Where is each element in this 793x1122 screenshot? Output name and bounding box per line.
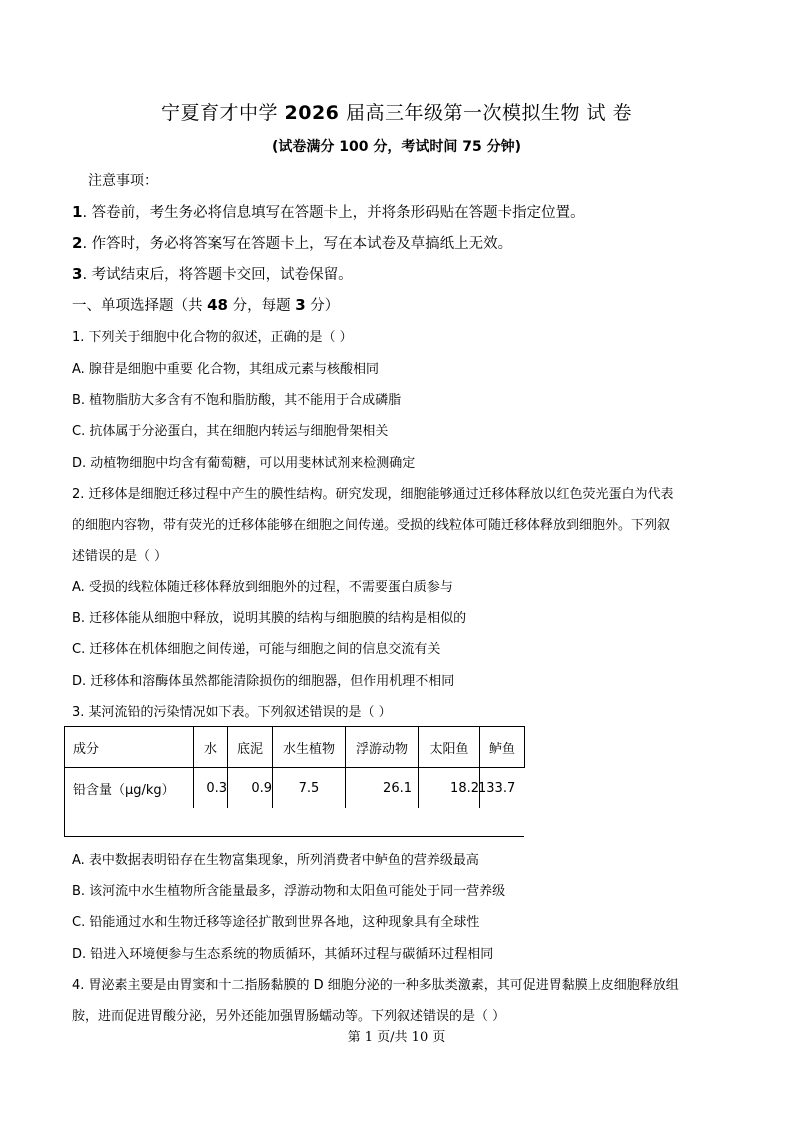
page-number: 第 1 页/共 10 页 — [347, 1030, 446, 1045]
table-header-cell: 太阳鱼 — [419, 727, 480, 768]
q3-stem: 3. 某河流铅的污染情况如下表。下列叙述错误的是（ ） — [72, 705, 392, 720]
q2-option-b: B. 迁移体能从细胞中释放，说明其膜的结构与细胞膜的结构是相似的 — [72, 611, 467, 626]
section-heading: 一、单项选择题（共 48 分，每题 3 分） — [72, 296, 340, 314]
table-border — [64, 836, 524, 837]
q1-option-d: D. 动植物细胞中均含有葡萄糖，可以用斐林试剂来检测确定 — [72, 456, 416, 471]
table-header-cell: 水 — [194, 727, 228, 768]
exam-title: 宁夏育才中学 2026 届高三年级第一次模拟生物 试 卷 — [160, 102, 633, 124]
table-cell-value: 133.7 — [478, 780, 516, 796]
note-item-1: 1. 答卷前，考生务必将信息填写在答题卡上，并将条形码贴在答题卡指定位置。 — [72, 203, 585, 221]
q1-stem: 1. 下列关于细胞中化合物的叙述，正确的是（ ） — [72, 330, 353, 345]
table-cell: 0.9 — [228, 768, 273, 809]
table-cell: 7.5 — [273, 768, 346, 809]
table-row-label: 铅含量（μg/kg） — [65, 768, 194, 809]
table-header-cell: 底泥 — [228, 727, 273, 768]
q2-stem-line-3: 述错误的是（ ） — [72, 549, 168, 564]
lead-content-table — [64, 726, 525, 808]
q2-option-c: C. 迁移体在机体细胞之间传递，可能与细胞之间的信息交流有关 — [72, 642, 441, 657]
table-header-cell: 鲈鱼 — [480, 727, 525, 768]
q2-option-d: D. 迁移体和溶酶体虽然都能清除损伤的细胞器，但作用机理不相同 — [72, 674, 455, 689]
table-header-cell: 水生植物 — [273, 727, 346, 768]
q1-option-a: A. 腺苷是细胞中重要 化合物，其组成元素与核酸相同 — [72, 362, 380, 377]
notes-heading: 注意事项： — [88, 173, 158, 189]
q3-option-a: A. 表中数据表明铅存在生物富集现象，所列消费者中鲈鱼的营养级最高 — [72, 853, 479, 868]
q1-option-c: C. 抗体属于分泌蛋白，其在细胞内转运与细胞骨架相关 — [72, 424, 389, 439]
table-cell: 26.1 — [346, 768, 419, 809]
q3-option-d: D. 铅进入环境便参与生态系统的物质循环，其循环过程与碳循环过程相同 — [72, 947, 494, 962]
note-item-3: 3. 考试结束后，将答题卡交回，试卷保留。 — [72, 265, 353, 283]
table-row — [65, 768, 525, 809]
q4-stem-line-2: 胺，进而促进胃酸分泌，另外还能加强胃肠蠕动等。下列叙述错误的是（ ） — [72, 1009, 506, 1024]
table-cell: 18.2 — [419, 768, 480, 809]
q3-option-b: B. 该河流中水生植物所含能量最多，浮游动物和太阳鱼可能处于同一营养级 — [72, 884, 506, 899]
table-cell: 0.3 — [194, 768, 228, 809]
q4-stem-line-1: 4. 胃泌素主要是由胃窦和十二指肠黏膜的 D 细胞分泌的一种多肽类激素，其可促进胃黏膜上皮细胞释放组 — [72, 978, 679, 993]
table-header-row — [65, 727, 525, 768]
q2-stem-line-1: 2. 迁移体是细胞迁移过程中产生的膜性结构。研究发现，细胞能够通过迁移体释放以红色荧光蛋白为代表 — [72, 487, 674, 502]
q2-option-a: A. 受损的线粒体随迁移体释放到细胞外的过程，不需要蛋白质参与 — [72, 580, 453, 595]
table-header-cell: 成分 — [65, 727, 194, 768]
exam-subtitle: (试卷满分 100 分，考试时间 75 分钟) — [272, 139, 521, 155]
q2-stem-line-2: 的细胞内容物，带有荧光的迁移体能够在细胞之间传递。受损的线粒体可随迁移体释放到细胞外。下列叙 — [72, 518, 671, 533]
note-item-2: 2. 作答时，务必将答案写在答题卡上，写在本试卷及草搞纸上无效。 — [72, 234, 513, 252]
q1-option-b: B. 植物脂肪大多含有不饱和脂肪酸，其不能用于合成磷脂 — [72, 393, 402, 408]
table-border — [64, 806, 65, 836]
table-header-cell: 浮游动物 — [346, 727, 419, 768]
q3-option-c: C. 铅能通过水和生物迁移等途径扩散到世界各地，这种现象具有全球性 — [72, 915, 480, 930]
table-cell — [480, 768, 525, 809]
